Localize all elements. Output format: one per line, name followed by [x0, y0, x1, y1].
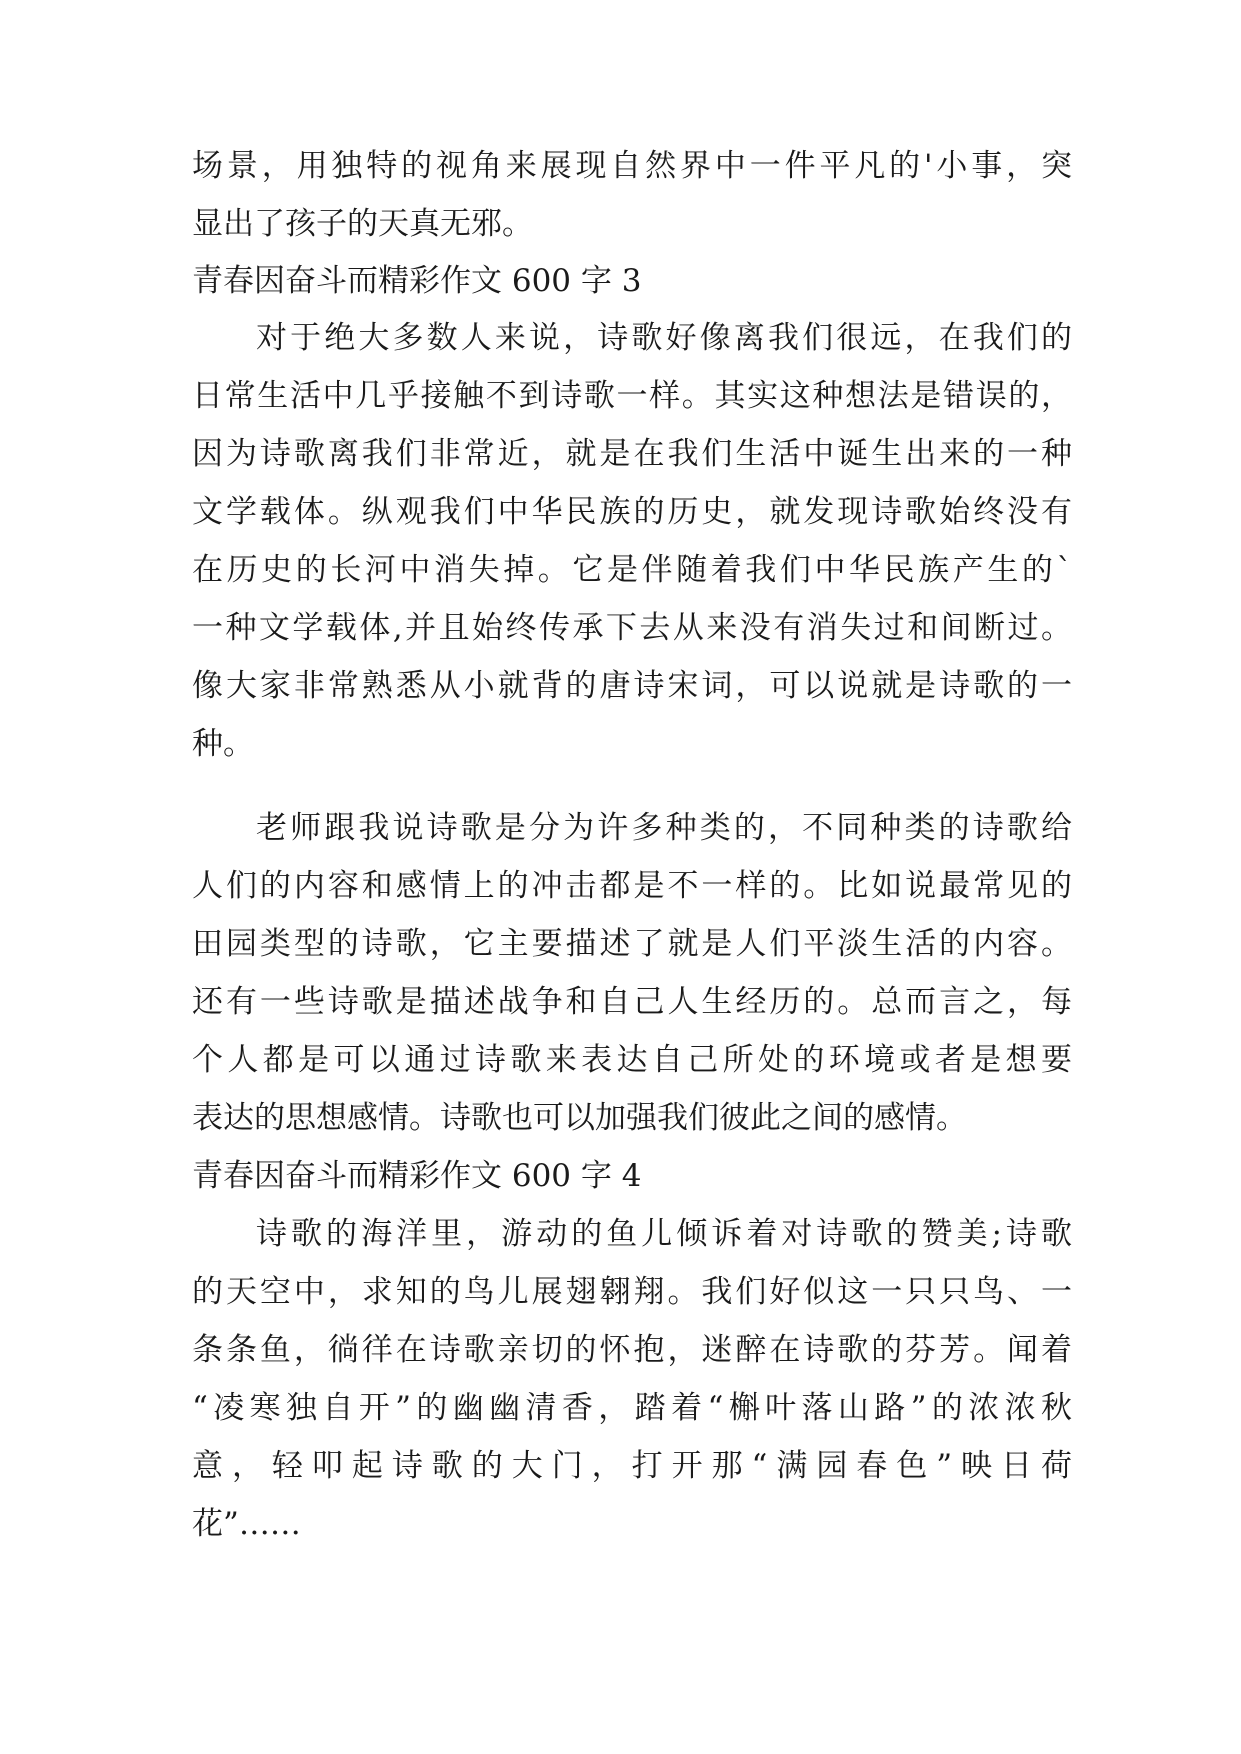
s4-p1-line-6: 花”……: [192, 1506, 301, 1542]
s3-p2-line-2: 人们的内容和感情上的冲击都是不一样的。比如说最常见的: [192, 868, 1072, 904]
s3-p2-line-3: 田园类型的诗歌，它主要描述了就是人们平淡生活的内容。: [192, 926, 1072, 962]
s3-p1-line-2: 日常生活中几乎接触不到诗歌一样。其实这种想法是错误的，: [192, 378, 1072, 414]
intro-line-1: 场景，用独特的视角来展现自然界中一件平凡的'小事，突: [192, 148, 1072, 184]
intro-line-2: 显出了孩子的天真无邪。: [192, 206, 533, 242]
s3-p1-line-4: 文学载体。纵观我们中华民族的历史，就发现诗歌始终没有: [192, 494, 1072, 530]
s4-p1-line-3: 条条鱼，徜徉在诗歌亲切的怀抱，迷醉在诗歌的芬芳。闻着: [192, 1332, 1072, 1368]
section-4-heading: 青春因奋斗而精彩作文 600 字 4: [192, 1158, 642, 1194]
s3-p2-line-4: 还有一些诗歌是描述战争和自己人生经历的。总而言之，每: [192, 984, 1072, 1020]
s4-p1-line-4: “凌寒独自开”的幽幽清香，踏着“槲叶落山路”的浓浓秋: [192, 1390, 1072, 1426]
s4-p1-line-2: 的天空中，求知的鸟儿展翅翱翔。我们好似这一只只鸟、一: [192, 1274, 1072, 1310]
s3-p2-line-5: 个人都是可以通过诗歌来表达自己所处的环境或者是想要: [192, 1042, 1072, 1078]
s3-p1-line-8: 种。: [192, 726, 254, 762]
s3-p1-line-7: 像大家非常熟悉从小就背的唐诗宋词，可以说就是诗歌的一: [192, 668, 1072, 704]
section-3-heading: 青春因奋斗而精彩作文 600 字 3: [192, 263, 642, 299]
s4-p1-line-1: 诗歌的海洋里，游动的鱼儿倾诉着对诗歌的赞美;诗歌: [256, 1216, 1072, 1252]
s3-p1-line-5: 在历史的长河中消失掉。它是伴随着我们中华民族产生的`: [192, 552, 1072, 588]
s3-p2-line-1: 老师跟我说诗歌是分为许多种类的，不同种类的诗歌给: [256, 810, 1072, 846]
s3-p1-line-6: 一种文学载体,并且始终传承下去从来没有消失过和间断过。: [192, 610, 1072, 646]
s3-p2-line-6: 表达的思想感情。诗歌也可以加强我们彼此之间的感情。: [192, 1100, 967, 1136]
s3-p1-line-1: 对于绝大多数人来说，诗歌好像离我们很远，在我们的: [256, 320, 1072, 356]
s4-p1-line-5: 意，轻叩起诗歌的大门，打开那“满园春色”映日荷: [192, 1448, 1072, 1484]
s3-p1-line-3: 因为诗歌离我们非常近，就是在我们生活中诞生出来的一种: [192, 436, 1072, 472]
